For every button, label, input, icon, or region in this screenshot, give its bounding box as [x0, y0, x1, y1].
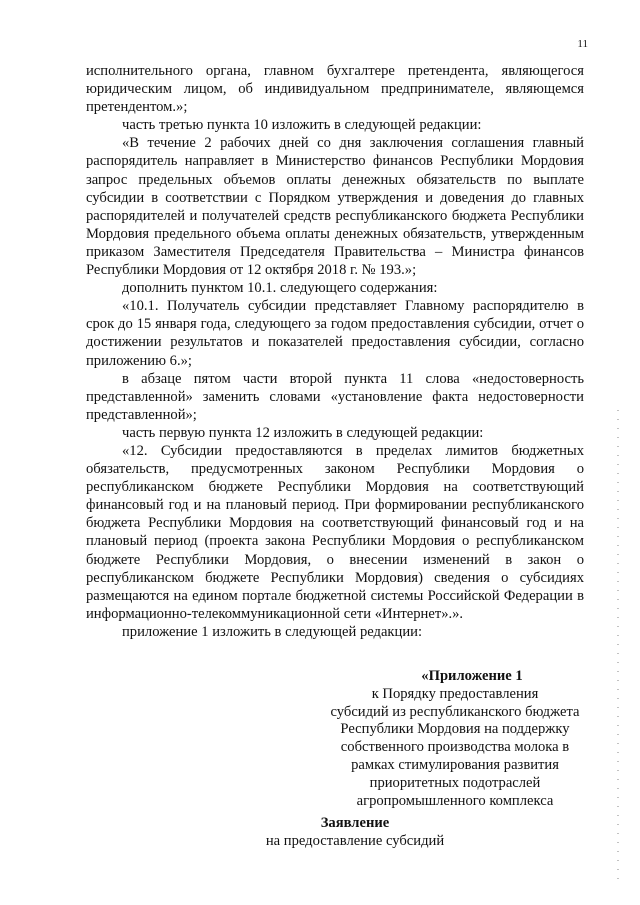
paragraph: исполнительного органа, главном бухгалтере претендента, являющегося юридическим лицом, об индивидуальном предпринимателе, являющемся претендентом.»; [86, 63, 584, 116]
statement-title: Заявление [320, 815, 390, 831]
paragraph: часть первую пункта 12 изложить в следующей редакции: [122, 424, 484, 441]
annex-line: Республики Мордовия на поддержку [340, 721, 570, 738]
paragraph: в абзаце пятом части второй пункта 11 слова «недостоверность представленной» заменить словами «установление факта недостоверности представленной»; [86, 370, 584, 423]
annex-line: приоритетных подотраслей [369, 774, 541, 791]
paragraph: «12. Субсидии предоставляются в пределах лимитов бюджетных обязательств, предусмотренных законом Республики Мордовия о республиканском бюджете Республики Мордовия на соответствующий финансовый год и на плановый период. При формировании республиканского бюджета Республики Мордовия на соответствующий финансовый год и на плановый период (проекта закона Республики Мордовия о республиканском бюджете Республики Мордовия, о внесении изменений в закон о республиканском бюджете Республики Мордовия) сведения о субсидиях размещаются на едином портале бюджетной системы Российской Федерации в информационно-телекоммуникационной сети «Интернет».». [86, 442, 584, 622]
paragraph: «В течение 2 рабочих дней со дня заключения соглашения главный распорядитель направляет в Министерство финансов Республики Мордовия запрос предельных объемов оплаты денежных обязательств по выплате субсидии в соответствии с Порядком утверждения и доведения до главных распорядителей и получателей средств республиканского бюджета Республики Мордовия предельного объема оплаты денежных обязательств, утвержденным приказом Заместителя Председателя Правительства – Министра финансов Республики Мордовия от 12 октября 2018 г. № 193.»; [86, 135, 584, 279]
annex-header [310, 668, 600, 810]
paragraph: приложение 1 изложить в следующей редакции: [122, 623, 422, 640]
scan-edge-marks [617, 410, 619, 880]
paragraph: дополнить пунктом 10.1. следующего содержания: [122, 280, 438, 297]
annex-line: к Порядку предоставления [371, 685, 539, 702]
statement-heading [86, 814, 624, 850]
annex-line: субсидий из республиканского бюджета [330, 703, 580, 720]
annex-line: агропромышленного комплекса [356, 792, 554, 809]
annex-line: собственного производства молока в [340, 739, 570, 756]
paragraph: «10.1. Получатель субсидии представляет Главному распорядителю в срок до 15 января года, следующего за годом предоставления субсидии, отчет о достижении результатов и показателей предоставления субсидии, согласно приложению 6.»; [86, 298, 584, 369]
body-text [86, 62, 584, 641]
paragraph: часть третью пункта 10 изложить в следующей редакции: [122, 117, 482, 134]
page-number: 11 [577, 38, 588, 50]
annex-line: рамках стимулирования развития [351, 756, 559, 773]
statement-subtitle: на предоставление субсидий [265, 833, 445, 849]
annex-title: «Приложение 1 [421, 668, 523, 684]
